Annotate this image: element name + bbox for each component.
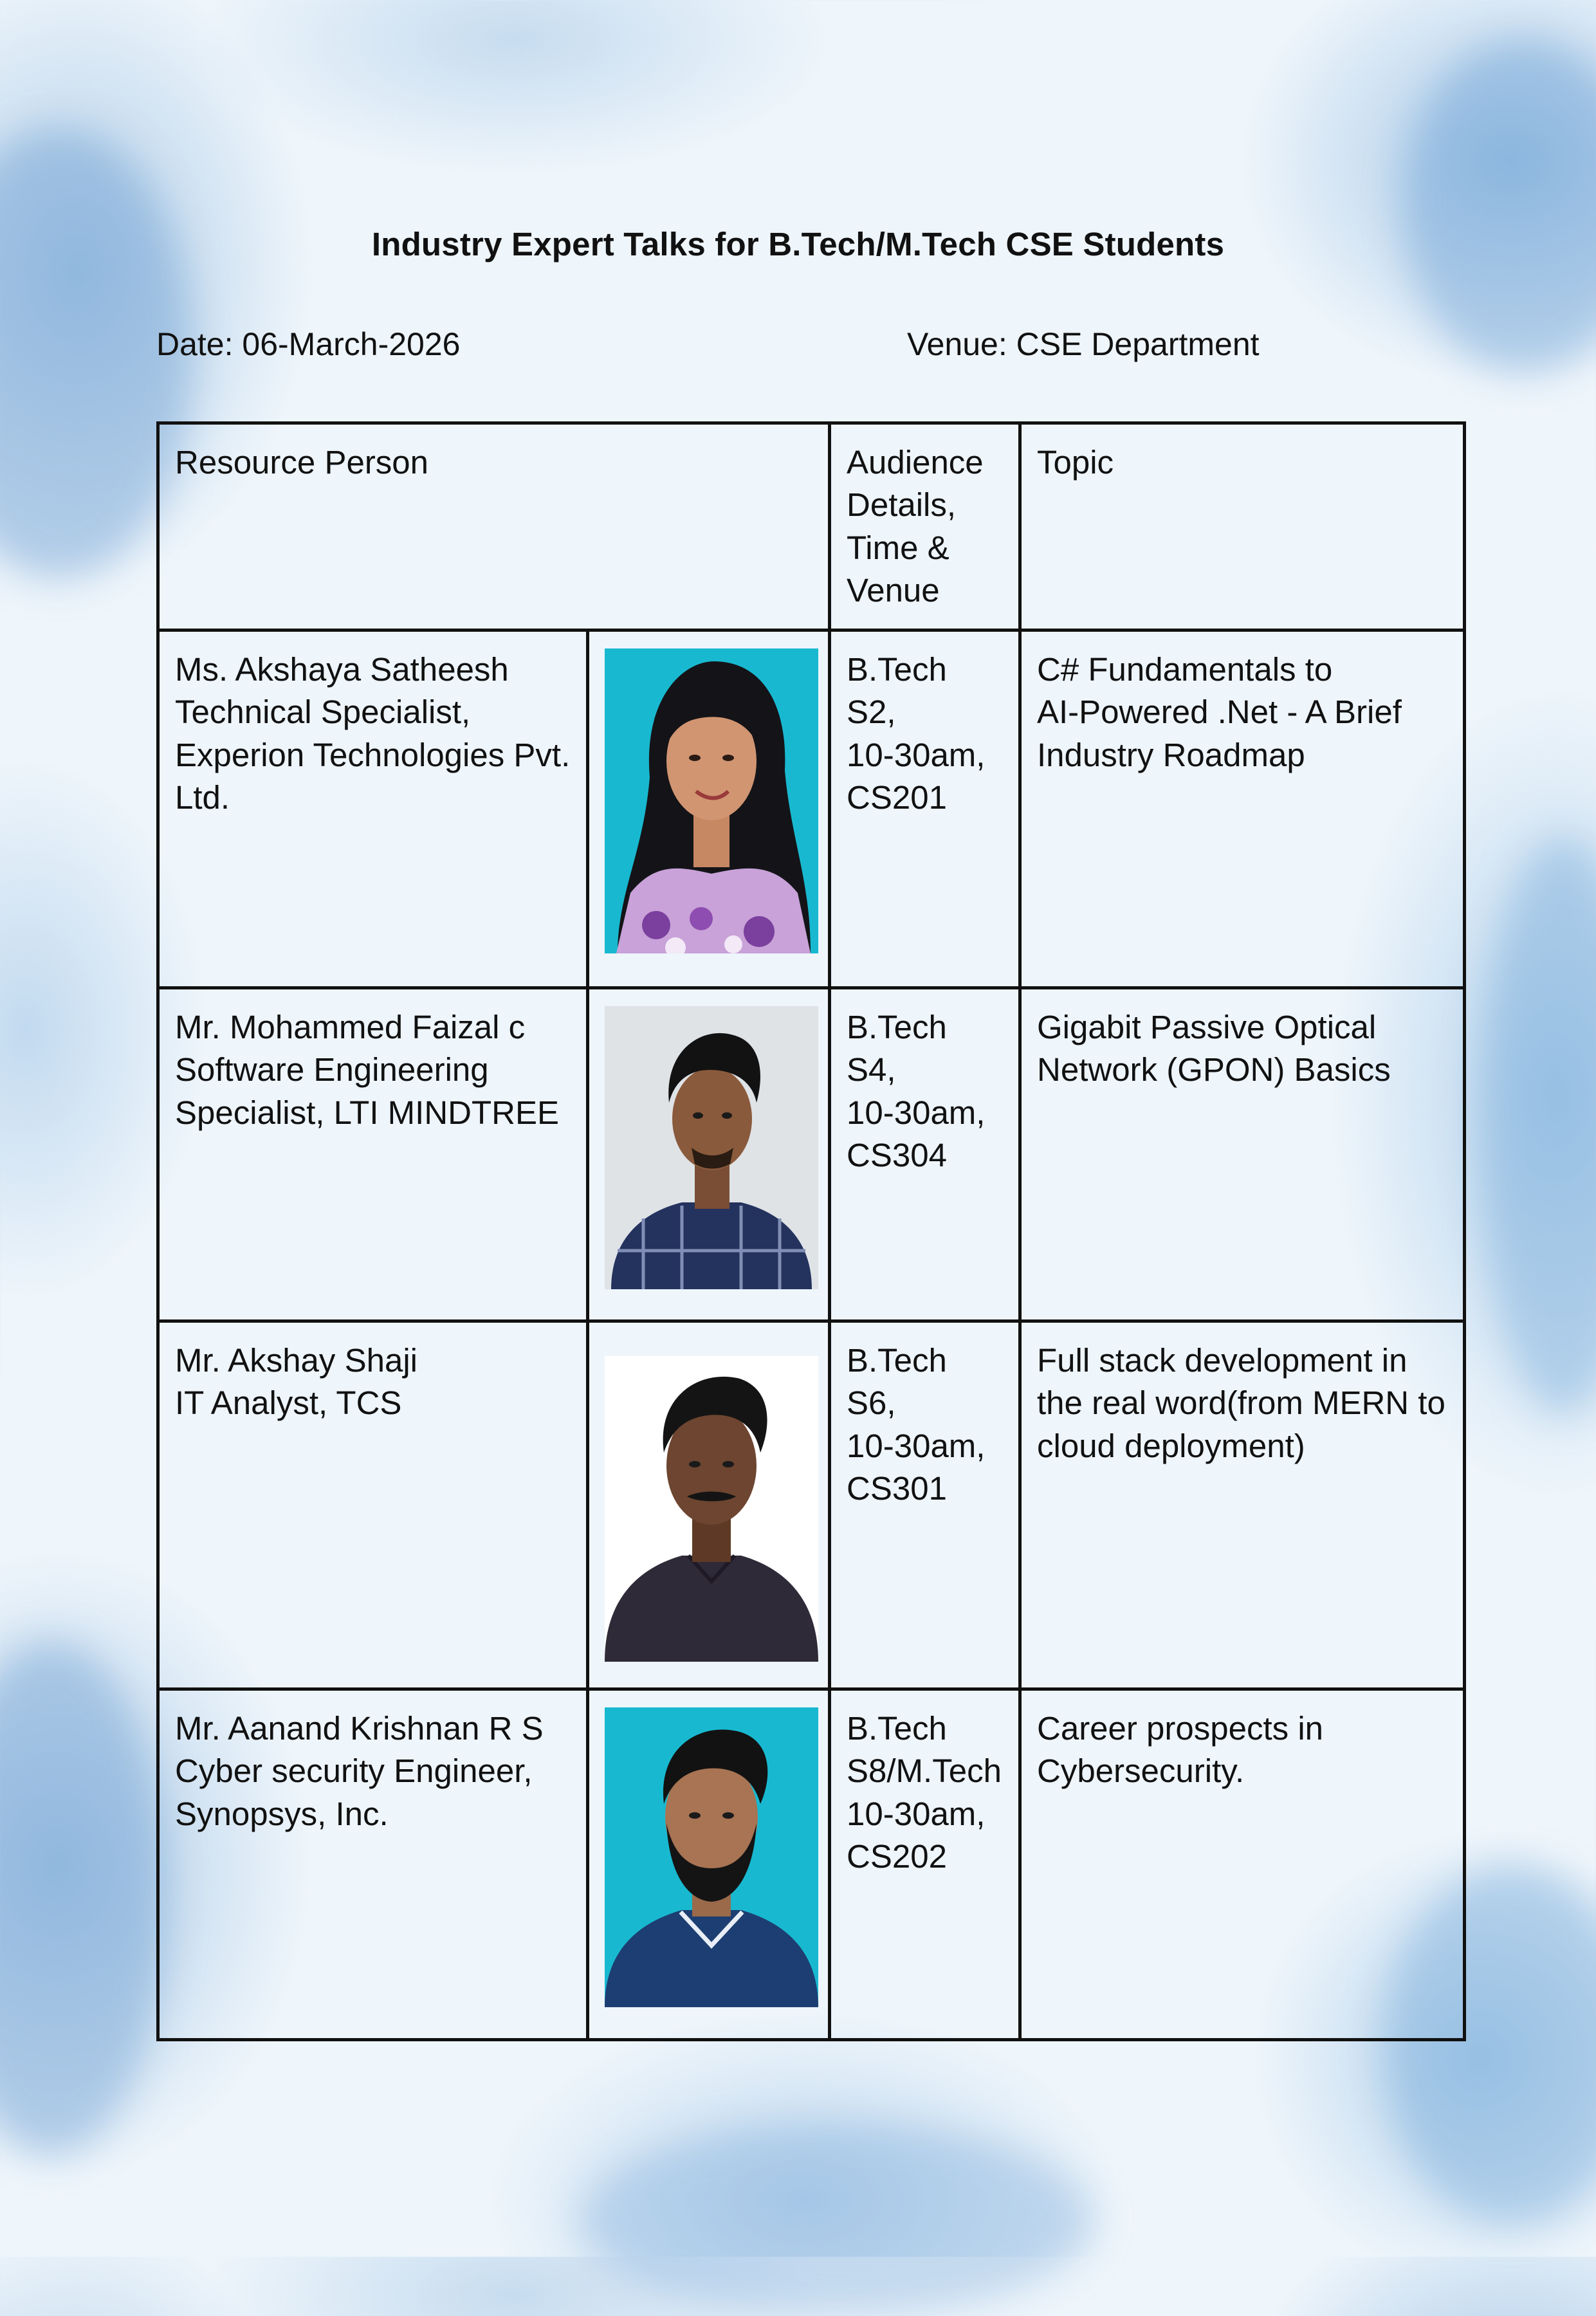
portrait-man-beard-icon <box>605 1707 818 2007</box>
person-details: Ms. Akshaya Satheesh Technical Specialist, Experion Technologies Pvt. Ltd. <box>175 651 571 816</box>
topic-text: Full stack development in the real word(from MERN to cloud deployment) <box>1037 1342 1445 1464</box>
audience-details: B.Tech S6, 10-30am, CS301 <box>847 1342 986 1507</box>
audience-details: B.Tech S2, 10-30am, CS201 <box>847 651 986 816</box>
topic-cell <box>1020 1321 1465 1689</box>
person-cell <box>158 630 588 988</box>
portrait-man-icon <box>605 1356 818 1662</box>
table-row <box>158 1689 1465 2040</box>
portrait-woman-icon <box>605 648 818 953</box>
table-row <box>158 1321 1465 1689</box>
header-audience <box>830 423 1020 630</box>
audience-cell <box>830 1321 1020 1689</box>
watercolor-wash <box>579 2123 1094 2316</box>
photo-cell <box>588 630 830 988</box>
watercolor-wash <box>1480 836 1596 1415</box>
person-details: Mr. Mohammed Faizal c Software Engineering Specialist, LTI MINDTREE <box>175 1009 560 1131</box>
topic-cell <box>1020 988 1465 1321</box>
person-cell <box>158 988 588 1321</box>
topic-text: C# Fundamentals to AI-Powered .Net - A Brief Industry Roadmap <box>1037 651 1402 773</box>
header-topic <box>1020 423 1465 630</box>
photo-cell <box>588 988 830 1321</box>
portrait-man-icon <box>605 1006 818 1289</box>
table-header-row <box>158 423 1465 630</box>
header-topic-label: Topic <box>1037 444 1114 481</box>
table-row <box>158 630 1465 988</box>
audience-cell <box>830 988 1020 1321</box>
photo-cell <box>588 1689 830 2040</box>
topic-text: Gigabit Passive Optical Network (GPON) Basics <box>1037 1009 1391 1089</box>
person-details: Mr. Aanand Krishnan R S Cyber security Engineer, Synopsys, Inc. <box>175 1710 544 1832</box>
watercolor-wash <box>0 1640 167 2155</box>
table-row <box>158 988 1465 1321</box>
audience-cell <box>830 630 1020 988</box>
header-resource-person <box>158 423 830 630</box>
person-details: Mr. Akshay Shaji IT Analyst, TCS <box>175 1342 417 1422</box>
header-person-label: Resource Person <box>175 444 429 481</box>
topic-text: Career prospects in Cybersecurity. <box>1037 1710 1324 1790</box>
audience-cell <box>830 1689 1020 2040</box>
topic-cell <box>1020 630 1465 988</box>
event-venue: Venue: CSE Department <box>907 326 1260 362</box>
audience-details: B.Tech S4, 10-30am, CS304 <box>847 1009 986 1173</box>
talks-table <box>156 421 1466 2041</box>
topic-cell <box>1020 1689 1465 2040</box>
event-date: Date: 06-March-2026 <box>156 326 461 362</box>
watercolor-wash <box>1402 39 1596 373</box>
header-audience-label: Audience Details, Time & Venue <box>847 444 984 609</box>
person-cell <box>158 1321 588 1689</box>
document-title: Industry Expert Talks for B.Tech/M.Tech CSE Students <box>371 226 1225 262</box>
photo-cell <box>588 1321 830 1689</box>
person-cell <box>158 1689 588 2040</box>
audience-details: B.Tech S8/M.Tech 10-30am, CS202 <box>847 1710 1002 1875</box>
